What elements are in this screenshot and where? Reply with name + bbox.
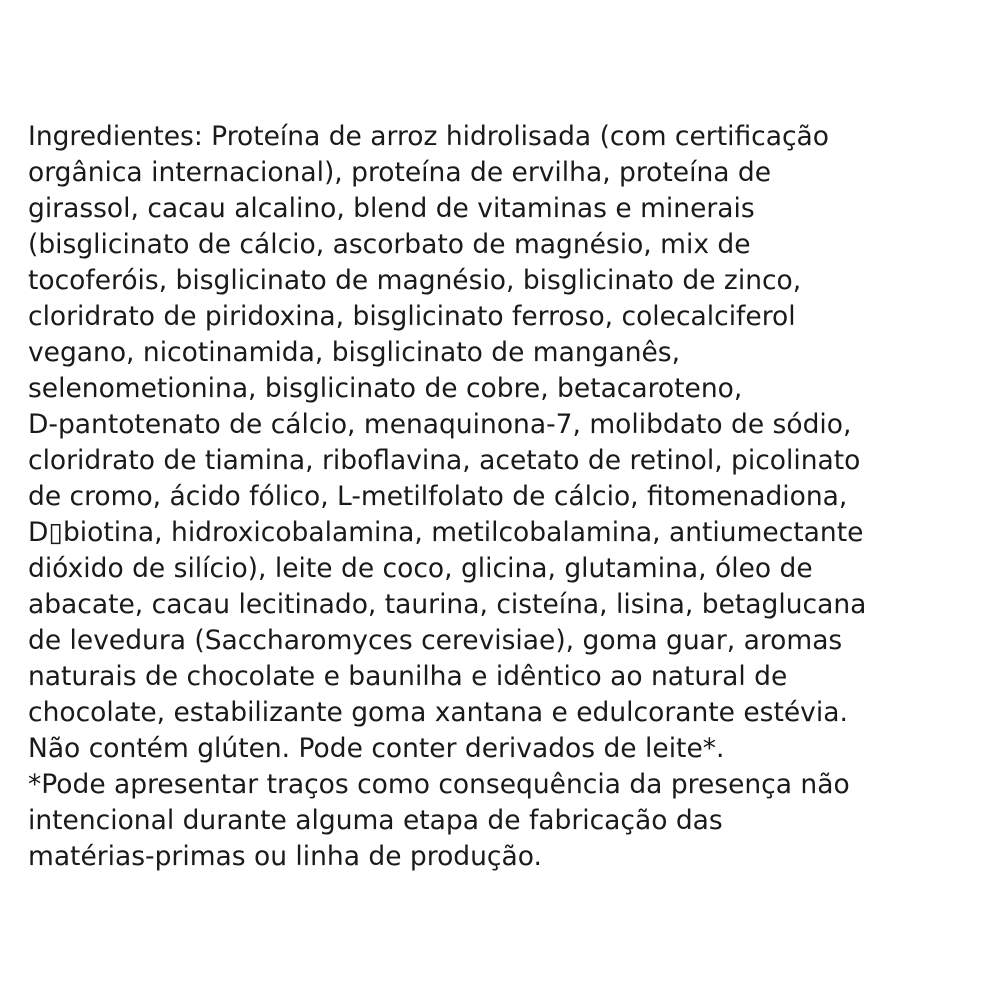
text-line: (bisglicinato de cálcio, ascorbato de magnésio, mix de xyxy=(28,229,751,260)
text-line: orgânica internacional), proteína de ervilha, proteína de xyxy=(28,157,772,188)
text-line: Não contém glúten. Pode conter derivados de leite*. xyxy=(28,733,725,764)
text-line: intencional durante alguma etapa de fabricação das xyxy=(28,805,723,836)
text-line: cloridrato de tiamina, riboflavina, acetato de retinol, picolinato xyxy=(28,445,861,476)
text-line: D-pantotenato de cálcio, menaquinona-7, molibdato de sódio, xyxy=(28,409,852,440)
text-line: selenometionina, bisglicinato de cobre, betacaroteno, xyxy=(28,373,743,404)
text-line: cloridrato de piridoxina, bisglicinato ferroso, colecalciferol xyxy=(28,301,796,332)
text-line: chocolate, estabilizante goma xantana e edulcorante estévia. xyxy=(28,697,848,728)
text-line: de cromo, ácido fólico, L-metilfolato de cálcio, fitomenadiona, xyxy=(28,481,848,512)
text-line: matérias-primas ou linha de produção. xyxy=(28,841,542,872)
text-line: Ingredientes: Proteína de arroz hidrolisada (com certificação xyxy=(28,121,829,152)
text-line: dióxido de silício), leite de coco, glicina, glutamina, óleo de xyxy=(28,553,813,584)
text-line: de levedura (Saccharomyces cerevisiae), goma guar, aromas xyxy=(28,625,843,656)
text-line: abacate, cacau lecitinado, taurina, cisteína, lisina, betaglucana xyxy=(28,589,867,620)
text-line: girassol, cacau alcalino, blend de vitaminas e minerais xyxy=(28,193,755,224)
text-line: D▯biotina, hidroxicobalamina, metilcobalamina, antiumectante xyxy=(28,517,864,548)
ingredients-text xyxy=(28,119,988,875)
text-line: tocoferóis, bisglicinato de magnésio, bisglicinato de zinco, xyxy=(28,265,802,296)
text-line: vegano, nicotinamida, bisglicinato de manganês, xyxy=(28,337,681,368)
text-line: naturais de chocolate e baunilha e idêntico ao natural de xyxy=(28,661,788,692)
text-line: *Pode apresentar traços como consequência da presença não xyxy=(28,769,850,800)
